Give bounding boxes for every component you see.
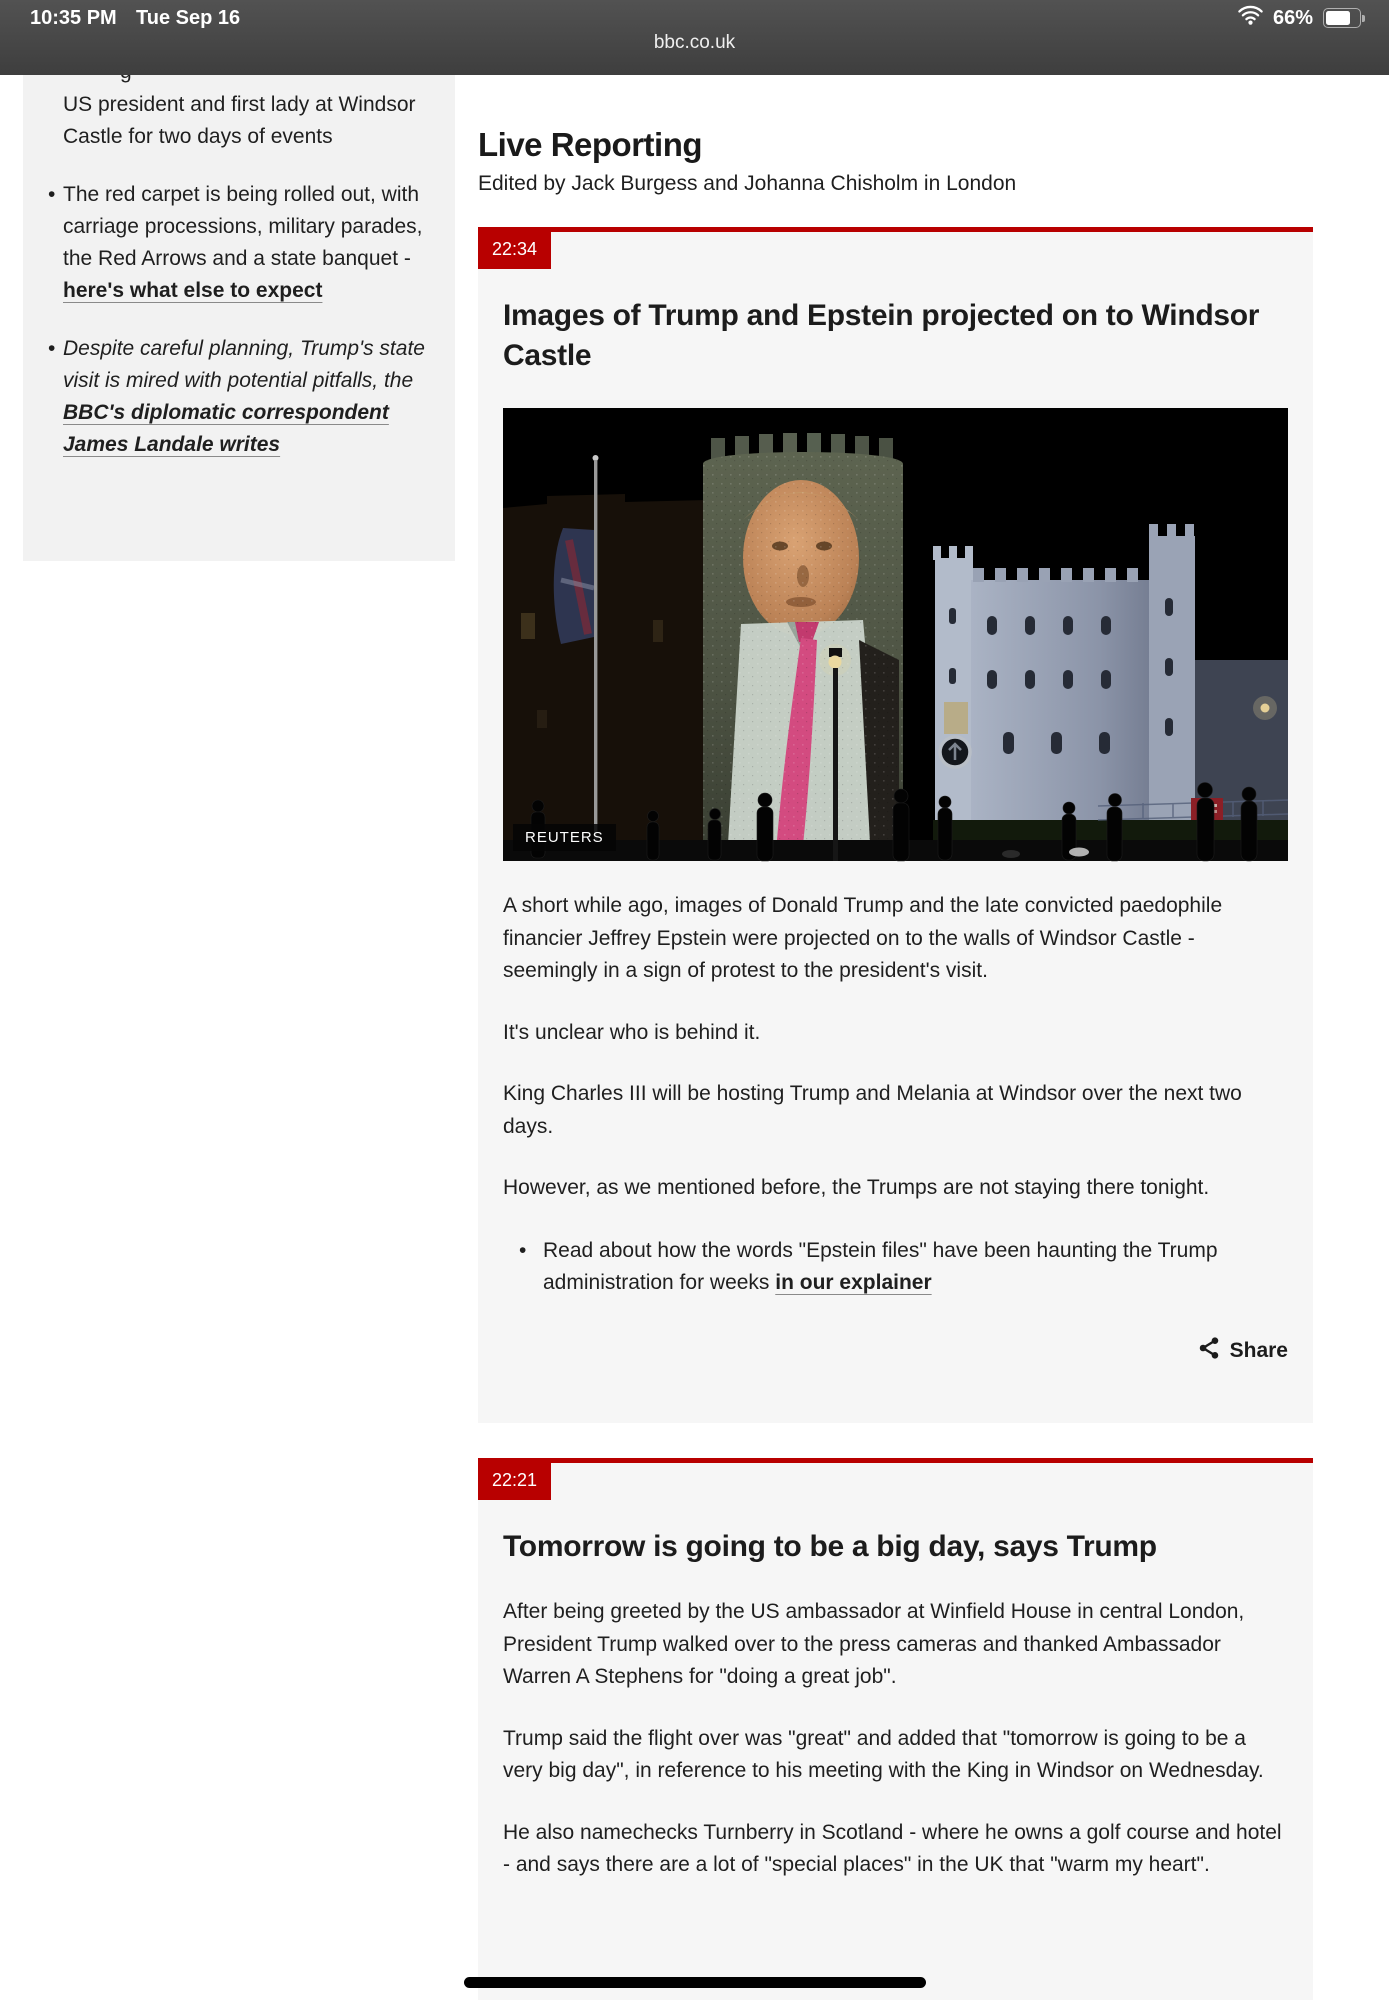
post-headline: Tomorrow is going to be a big day, says Trump xyxy=(503,1530,1157,1563)
key-points-panel xyxy=(23,75,455,561)
post-paragraph: A short while ago, images of Donald Trump and the late convicted paedophile financier Jeffrey Epstein were projected on to the walls of Windsor Castle - seemingly in a sign of protest to the president's visit. xyxy=(503,894,1223,982)
date: Tue Sep 16 xyxy=(136,7,241,29)
post-paragraph: After being greeted by the US ambassador at Winfield House in central London, President Trump walked over to the press cameras and thanked Ambassador Warren A Stephens for "doing a great job". xyxy=(503,1600,1245,1688)
in-our-explainer-link[interactable]: in our explainer xyxy=(775,1271,932,1294)
post-paragraph: It's unclear who is behind it. xyxy=(503,1020,761,1044)
share-button[interactable] xyxy=(503,1336,1288,1366)
related-read-bullet xyxy=(519,1235,1288,1300)
share-label: Share xyxy=(1229,1338,1288,1362)
clipped-text-line xyxy=(48,75,429,87)
post-paragraph: King Charles III will be hosting Trump and Melania at Windsor over the next two days. xyxy=(503,1082,1242,1138)
post-paragraph: Trump said the flight over was "great" and added that "tomorrow is going to be a very big day", in reference to his meeting with the King in Windsor on Wednesday. xyxy=(503,1726,1264,1782)
bullet-dot: • xyxy=(48,183,56,206)
bullet-dot: • xyxy=(48,337,56,360)
url-bar[interactable]: bbc.co.uk xyxy=(653,32,736,53)
james-landale-link[interactable]: BBC's diplomatic correspondent James Landale writes xyxy=(63,401,389,456)
list-item xyxy=(48,89,429,153)
editors-byline: Edited by Jack Burgess and Johanna Chisholm in London xyxy=(478,172,1017,195)
post-timestamp: 22:34 xyxy=(478,232,551,269)
status-indicators xyxy=(1238,6,1361,30)
bullet-text: Read about how the words "Epstein files" have been haunting the Trump administration for weeks in our explainer xyxy=(543,1238,1218,1294)
list-item-text: US president and first lady at Windsor Castle for two days of events xyxy=(63,93,416,148)
page-title: Live Reporting xyxy=(478,126,703,164)
wifi-icon xyxy=(1238,6,1263,30)
list-item-text: The red carpet is being rolled out, with carriage processions, military parades, the Red Arrows and a state banquet - here's what else to expect xyxy=(63,183,423,302)
bullet-dot: • xyxy=(519,1238,527,1262)
bullet-spacer xyxy=(48,89,63,153)
battery-percent: 66% xyxy=(1272,6,1313,29)
list-item xyxy=(48,179,429,307)
share-icon xyxy=(1198,1336,1220,1366)
list-item xyxy=(48,333,429,461)
image-credit-label: REUTERS xyxy=(513,824,616,851)
post-paragraph: He also namechecks Turnberry in Scotland - where he owns a golf course and hotel - and says there are a lot of "special places" in the UK that "warm my heart". xyxy=(503,1820,1282,1876)
battery-icon xyxy=(1323,8,1361,28)
post-timestamp: 22:21 xyxy=(478,1463,551,1500)
what-else-to-expect-link[interactable]: here's what else to expect xyxy=(63,279,323,302)
post-headline: Images of Trump and Epstein projected on to Windsor Castle xyxy=(503,299,1260,372)
list-item-text: Despite careful planning, Trump's state visit is mired with potential pitfalls, the BBC's diplomatic correspondent James Landale writes xyxy=(63,337,425,456)
status-bar xyxy=(0,0,1389,75)
live-post xyxy=(478,227,1313,1423)
clock: 10:35 PM xyxy=(30,7,117,29)
post-paragraph: However, as we mentioned before, the Trumps are not staying there tonight. xyxy=(503,1176,1210,1199)
windsor-castle-projection-photo xyxy=(503,408,1288,861)
live-post xyxy=(478,1458,1313,2000)
home-indicator[interactable] xyxy=(464,1977,926,1988)
